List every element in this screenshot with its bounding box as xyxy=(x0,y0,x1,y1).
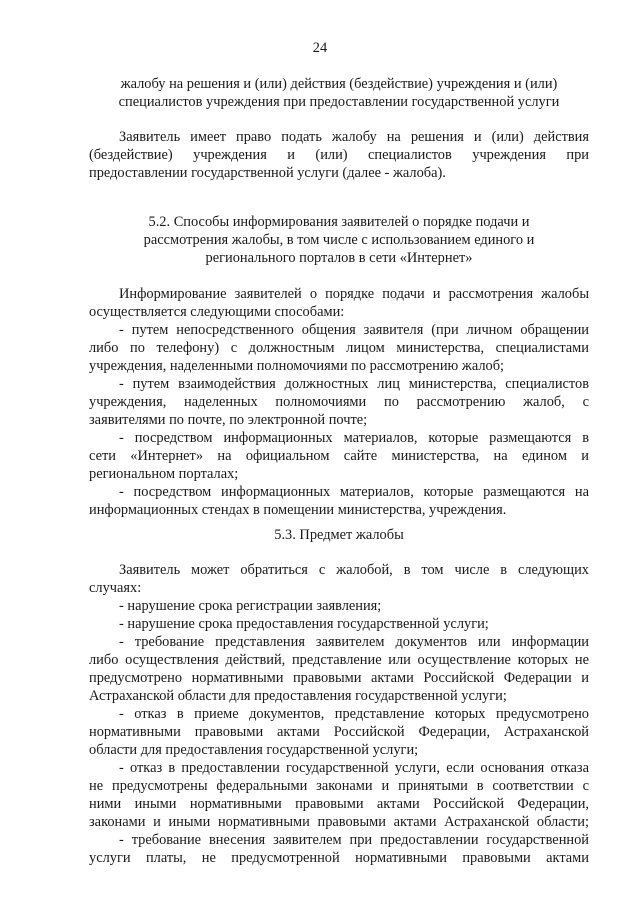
paragraph-complaint-subject xyxy=(89,562,589,868)
text-line: - путем непосредственного общения заявителя (при личном обращении xyxy=(119,322,589,338)
section-heading-5-3 xyxy=(89,527,589,545)
intro-text xyxy=(89,76,589,112)
text-line: учреждения, наделенных полномочиями по рассмотрению жалоб, с xyxy=(89,394,589,410)
text-line: либо осуществления действий, представление или осуществление которых не xyxy=(89,652,589,668)
text-line: предусмотрено нормативными правовыми актами Российской Федерации и xyxy=(89,670,589,686)
paragraph-informing-methods xyxy=(89,286,589,520)
text-line: либо по телефону) с должностным лицом министерства, специалистами xyxy=(89,340,589,356)
text-line: - путем взаимодействия должностных лиц министерства, специалистов xyxy=(119,376,589,392)
text-line: сети «Интернет» на официальном сайте министерства, на едином и xyxy=(89,448,589,464)
heading-line: 5.3. Предмет жалобы xyxy=(274,527,404,543)
text-line: заявителями по почте, по электронной почте; xyxy=(89,412,368,428)
text-line: - требование внесения заявителем при предоставлении государственной xyxy=(119,832,589,848)
text-line: информационных стендах в помещении министерства, учреждения. xyxy=(89,502,507,518)
text-line: Информирование заявителей о порядке подачи и рассмотрения жалобы xyxy=(119,286,589,302)
page-number: 24 xyxy=(312,40,328,56)
heading-line: регионального порталов в сети «Интернет» xyxy=(205,250,473,266)
text-line: области для предоставления государственной услуги; xyxy=(89,742,419,758)
text-line: (бездействие) учреждения и (или) специалистов учреждения при xyxy=(89,147,589,163)
text-line: осуществляется следующими способами: xyxy=(89,304,345,320)
heading-line: 5.2. Способы информирования заявителей о порядке подачи и xyxy=(148,214,530,230)
text-line: нормативными правовыми актами Российской Федерации, Астраханской xyxy=(89,724,589,740)
paragraph-right-to-complain xyxy=(89,129,589,183)
text-line: Астраханской области для предоставления государственной услуги; xyxy=(89,688,507,704)
text-line: - посредством информационных материалов, которые размещаются на xyxy=(119,484,589,500)
section-heading-5-2 xyxy=(89,214,589,268)
text-line: - нарушение срока предоставления государственной услуги; xyxy=(119,616,489,632)
text-line: не предусмотрены федеральными законами и принятыми в соответствии с xyxy=(89,778,589,794)
text-line: услуги платы, не предусмотренной нормативными правовыми актами xyxy=(89,850,589,866)
text-line: - посредством информационных материалов, которые размещаются в xyxy=(119,430,589,446)
text-line: учреждения, наделенными полномочиями по рассмотрению жалоб; xyxy=(89,358,505,374)
text-line: - отказ в предоставлении государственной услуги, если основания отказа xyxy=(119,760,589,776)
text-line: - отказ в приеме документов, представление которых предусмотрено xyxy=(119,706,589,722)
text-line: - нарушение срока регистрации заявления; xyxy=(119,598,382,614)
text-line: жалобу на решения и (или) действия (бездействие) учреждения и (или) xyxy=(120,76,558,92)
text-line: ними иными нормативными правовыми актами Российской Федерации, xyxy=(89,796,589,812)
text-line: предоставлении государственной услуги (далее - жалоба). xyxy=(89,165,446,181)
text-line: специалистов учреждения при предоставлении государственной услуги xyxy=(118,94,560,110)
text-line: Заявитель имеет право подать жалобу на решения и (или) действия xyxy=(119,129,589,145)
text-line: случаях: xyxy=(89,580,142,596)
text-line: региональном порталах; xyxy=(89,466,239,482)
text-line: Заявитель может обратиться с жалобой, в том числе в следующих xyxy=(119,562,589,578)
text-line: - требование представления заявителем документов или информации xyxy=(119,634,589,650)
text-line: законами и иными нормативными правовыми актами Астраханской области; xyxy=(89,814,589,830)
heading-line: рассмотрения жалобы, в том числе с использованием единого и xyxy=(143,232,535,248)
